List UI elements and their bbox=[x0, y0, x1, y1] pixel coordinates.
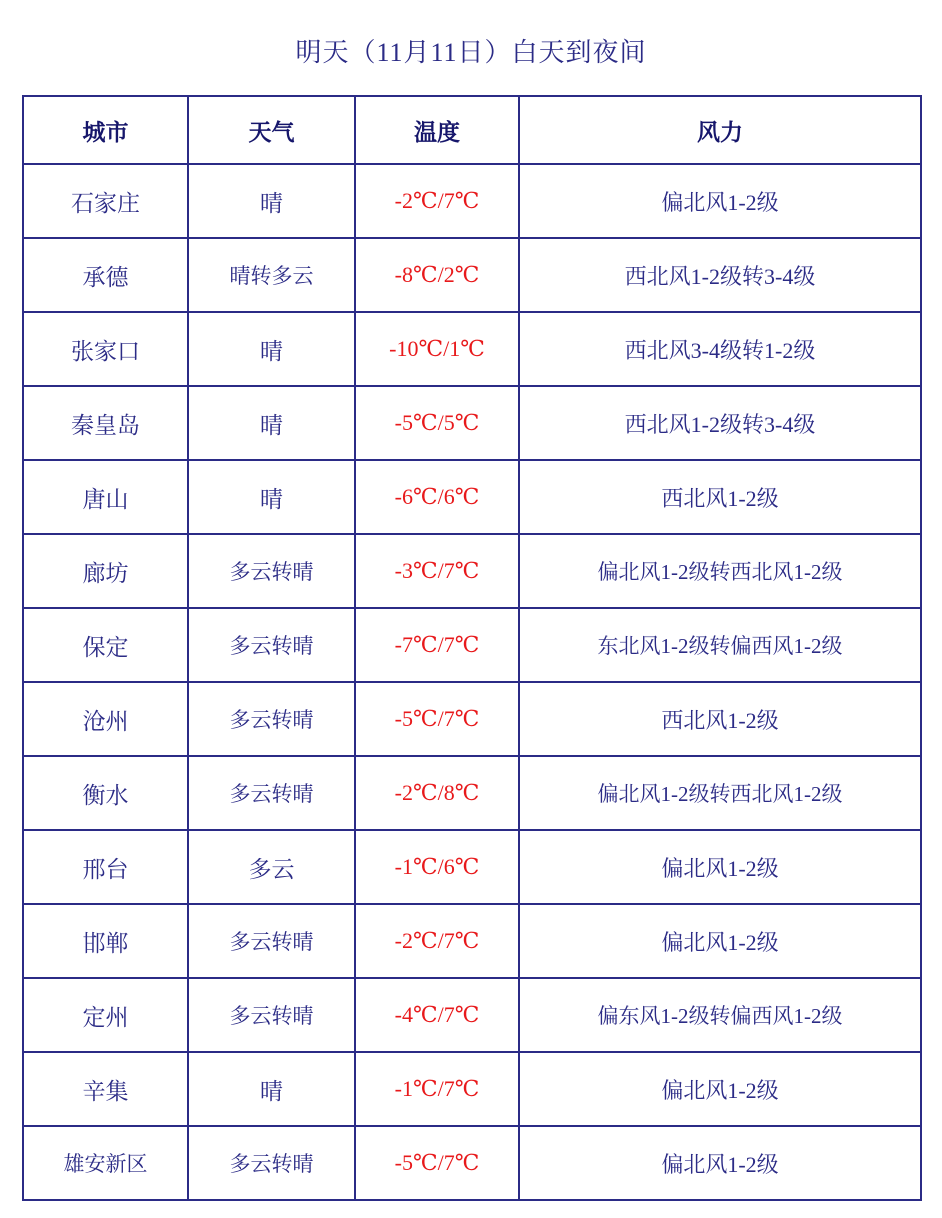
cell-weather: 晴 bbox=[188, 164, 355, 238]
column-header-city: 城市 bbox=[23, 96, 188, 164]
cell-weather: 多云转晴 bbox=[188, 1126, 355, 1200]
cell-city: 沧州 bbox=[23, 682, 188, 756]
cell-wind: 西北风1-2级 bbox=[519, 460, 921, 534]
cell-weather: 多云转晴 bbox=[188, 756, 355, 830]
cell-wind: 西北风1-2级转3-4级 bbox=[519, 386, 921, 460]
cell-wind: 偏北风1-2级转西北风1-2级 bbox=[519, 756, 921, 830]
cell-wind: 偏北风1-2级 bbox=[519, 830, 921, 904]
cell-city: 邢台 bbox=[23, 830, 188, 904]
cell-city: 雄安新区 bbox=[23, 1126, 188, 1200]
column-header-wind: 风力 bbox=[519, 96, 921, 164]
cell-weather: 多云转晴 bbox=[188, 904, 355, 978]
table-row bbox=[23, 978, 921, 1052]
table-row bbox=[23, 904, 921, 978]
cell-weather: 晴 bbox=[188, 386, 355, 460]
table-header-row bbox=[23, 96, 921, 164]
table-row bbox=[23, 312, 921, 386]
cell-weather: 多云转晴 bbox=[188, 682, 355, 756]
cell-wind: 偏北风1-2级 bbox=[519, 1126, 921, 1200]
table-row bbox=[23, 386, 921, 460]
cell-temperature: -10℃/1℃ bbox=[355, 312, 519, 386]
cell-city: 石家庄 bbox=[23, 164, 188, 238]
table-row bbox=[23, 830, 921, 904]
page-title: 明天（11月11日）白天到夜间 bbox=[295, 38, 647, 67]
cell-temperature: -3℃/7℃ bbox=[355, 534, 519, 608]
cell-temperature: -7℃/7℃ bbox=[355, 608, 519, 682]
cell-city: 承德 bbox=[23, 238, 188, 312]
cell-wind: 偏北风1-2级转西北风1-2级 bbox=[519, 534, 921, 608]
cell-weather: 多云转晴 bbox=[188, 608, 355, 682]
cell-temperature: -2℃/7℃ bbox=[355, 164, 519, 238]
cell-wind: 西北风3-4级转1-2级 bbox=[519, 312, 921, 386]
cell-wind: 偏北风1-2级 bbox=[519, 1052, 921, 1126]
table-row bbox=[23, 1126, 921, 1200]
table-header bbox=[23, 96, 921, 164]
cell-city: 秦皇岛 bbox=[23, 386, 188, 460]
cell-weather: 多云转晴 bbox=[188, 978, 355, 1052]
cell-weather: 多云转晴 bbox=[188, 534, 355, 608]
cell-temperature: -5℃/7℃ bbox=[355, 1126, 519, 1200]
weather-table bbox=[22, 95, 922, 1201]
cell-wind: 偏北风1-2级 bbox=[519, 904, 921, 978]
cell-temperature: -1℃/7℃ bbox=[355, 1052, 519, 1126]
table-row bbox=[23, 164, 921, 238]
cell-temperature: -6℃/6℃ bbox=[355, 460, 519, 534]
cell-temperature: -2℃/7℃ bbox=[355, 904, 519, 978]
table-row bbox=[23, 608, 921, 682]
cell-wind: 西北风1-2级转3-4级 bbox=[519, 238, 921, 312]
column-header-temperature: 温度 bbox=[355, 96, 519, 164]
table-row bbox=[23, 460, 921, 534]
table-row bbox=[23, 1052, 921, 1126]
cell-wind: 偏东风1-2级转偏西风1-2级 bbox=[519, 978, 921, 1052]
cell-weather: 晴转多云 bbox=[188, 238, 355, 312]
cell-temperature: -2℃/8℃ bbox=[355, 756, 519, 830]
cell-city: 衡水 bbox=[23, 756, 188, 830]
cell-temperature: -4℃/7℃ bbox=[355, 978, 519, 1052]
cell-wind: 偏北风1-2级 bbox=[519, 164, 921, 238]
table-row bbox=[23, 238, 921, 312]
cell-city: 定州 bbox=[23, 978, 188, 1052]
table-body bbox=[23, 164, 921, 1200]
cell-weather: 晴 bbox=[188, 1052, 355, 1126]
cell-temperature: -8℃/2℃ bbox=[355, 238, 519, 312]
cell-city: 保定 bbox=[23, 608, 188, 682]
cell-weather: 晴 bbox=[188, 312, 355, 386]
cell-city: 张家口 bbox=[23, 312, 188, 386]
cell-city: 廊坊 bbox=[23, 534, 188, 608]
cell-wind: 东北风1-2级转偏西风1-2级 bbox=[519, 608, 921, 682]
column-header-weather: 天气 bbox=[188, 96, 355, 164]
cell-wind: 西北风1-2级 bbox=[519, 682, 921, 756]
cell-city: 邯郸 bbox=[23, 904, 188, 978]
table-row bbox=[23, 756, 921, 830]
table-row bbox=[23, 534, 921, 608]
cell-city: 辛集 bbox=[23, 1052, 188, 1126]
cell-city: 唐山 bbox=[23, 460, 188, 534]
table-row bbox=[23, 682, 921, 756]
cell-weather: 晴 bbox=[188, 460, 355, 534]
cell-temperature: -5℃/7℃ bbox=[355, 682, 519, 756]
cell-temperature: -5℃/5℃ bbox=[355, 386, 519, 460]
cell-weather: 多云 bbox=[188, 830, 355, 904]
cell-temperature: -1℃/6℃ bbox=[355, 830, 519, 904]
